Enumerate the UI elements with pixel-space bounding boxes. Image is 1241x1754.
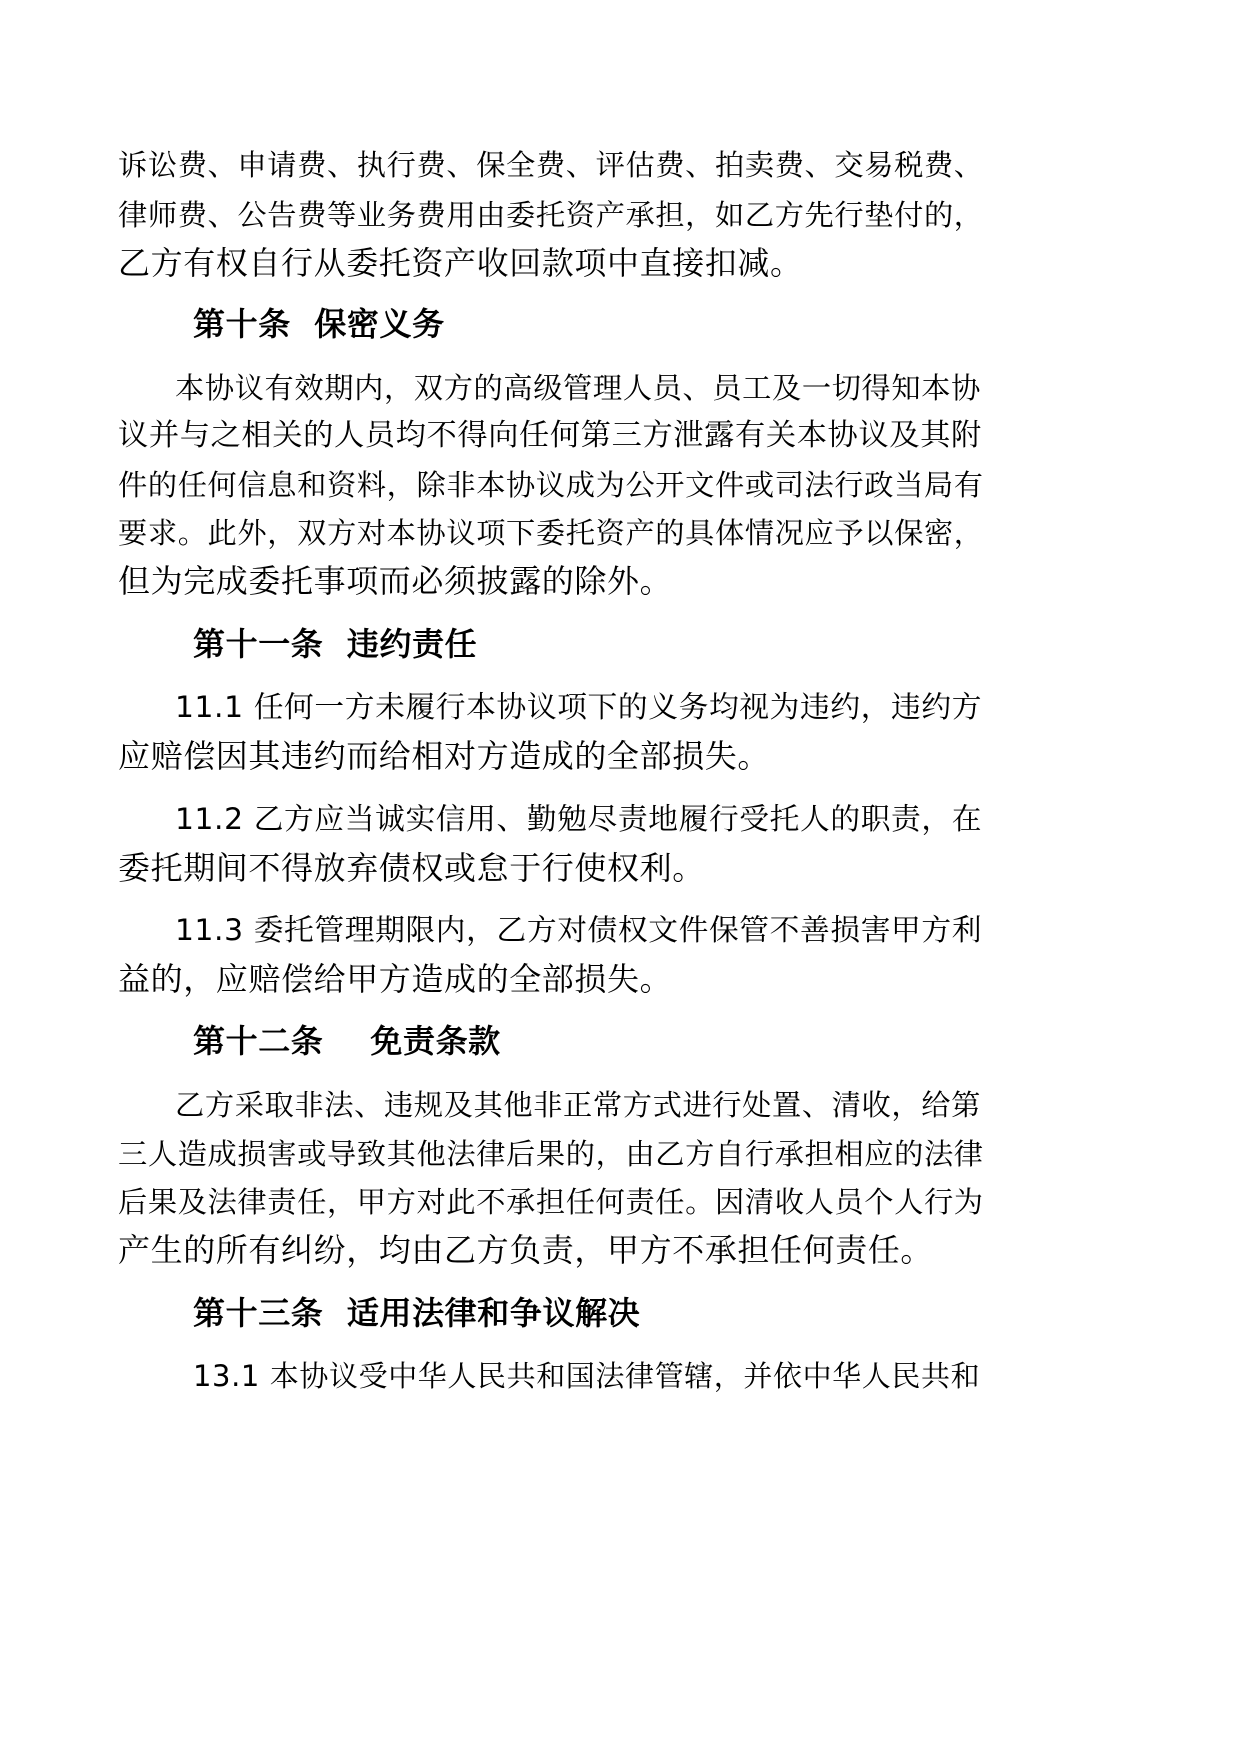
text-line: 产生的所有纠纷，均由乙方负责，甲方不承担任何责任。 bbox=[118, 1231, 934, 1269]
text-line: 三人造成损害或导致其他法律后果的，由乙方自行承担相应的法律 bbox=[118, 1137, 984, 1171]
section-heading: 第十二条 免责条款 bbox=[193, 1022, 501, 1060]
text-line: 律师费、公告费等业务费用由委托资产承担，如乙方先行垫付的， bbox=[118, 198, 984, 232]
section-heading: 第十三条 适用法律和争议解决 bbox=[193, 1294, 641, 1332]
text-line: 应赔偿因其违约而给相对方造成的全部损失。 bbox=[118, 737, 771, 775]
text-line: 11.1 任何一方未履行本协议项下的义务均视为违约，违约方 bbox=[175, 690, 983, 725]
text-line: 乙方有权自行从委托资产收回款项中直接扣减。 bbox=[118, 244, 803, 282]
text-line: 11.3 委托管理期限内，乙方对债权文件保管不善损害甲方利 bbox=[175, 913, 983, 948]
text-line: 本协议有效期内，双方的高级管理人员、员工及一切得知本协 bbox=[175, 371, 981, 405]
text-line: 11.2 乙方应当诚实信用、勤勉尽责地履行受托人的职责，在 bbox=[175, 802, 983, 837]
text-line: 乙方采取非法、违规及其他非正常方式进行处置、清收，给第 bbox=[175, 1088, 981, 1122]
text-line: 委托期间不得放弃债权或怠于行使权利。 bbox=[118, 849, 705, 887]
text-line: 议并与之相关的人员均不得向任何第三方泄露有关本协议及其附 bbox=[118, 418, 982, 453]
text-line: 诉讼费、申请费、执行费、保全费、评估费、拍卖费、交易税费、 bbox=[118, 148, 984, 182]
text-line: 但为完成委托事项而必须披露的除外。 bbox=[118, 562, 673, 600]
text-line: 件的任何信息和资料，除非本协议成为公开文件或司法行政当局有 bbox=[118, 468, 984, 502]
text-line: 要求。此外，双方对本协议项下委托资产的具体情况应予以保密， bbox=[118, 516, 984, 550]
section-heading: 第十一条 违约责任 bbox=[193, 625, 478, 663]
text-line: 益的，应赔偿给甲方造成的全部损失。 bbox=[118, 960, 673, 998]
text-line: 13.1 本协议受中华人民共和国法律管辖，并依中华人民共和 bbox=[193, 1359, 981, 1393]
text-line: 后果及法律责任，甲方对此不承担任何责任。因清收人员个人行为 bbox=[118, 1185, 984, 1219]
section-heading: 第十条 保密义务 bbox=[193, 305, 445, 343]
